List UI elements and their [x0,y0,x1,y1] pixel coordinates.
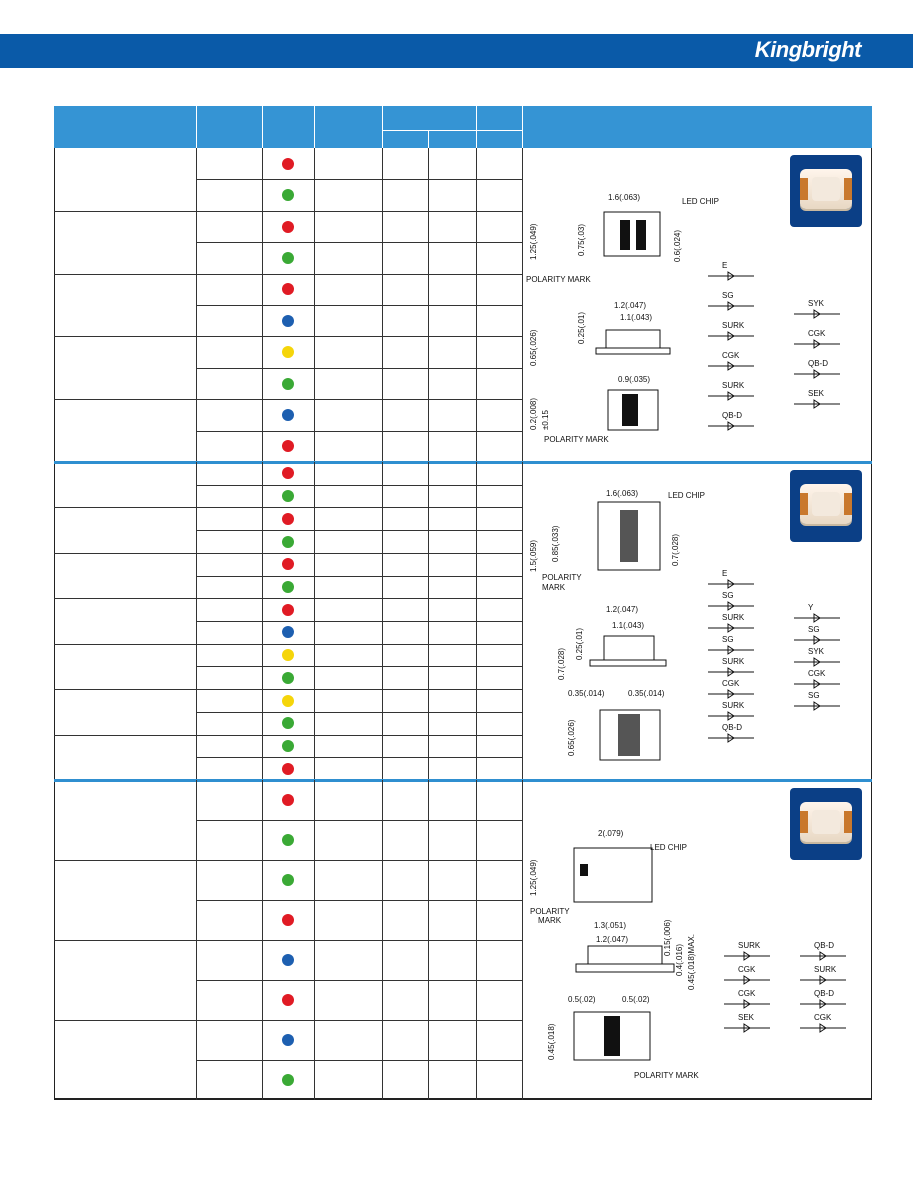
device-code-label: SG [722,635,734,644]
color-dot-red [282,221,294,233]
row-line [54,211,522,212]
row-line [196,712,522,713]
row-line [54,336,522,337]
device-code-label: SURK [722,381,745,390]
device-code-label: CGK [722,351,740,360]
row-line [196,757,522,758]
device-code-label: QB-D [808,359,828,368]
color-dot-red [282,513,294,525]
row-line [196,431,522,432]
color-dot-green [282,672,294,684]
color-dot-green [282,581,294,593]
color-dot-green [282,834,294,846]
d2-mark: MARK [542,583,566,592]
brand-logo: Kingbright [754,37,861,62]
device-code-label: QB-D [722,723,742,732]
d1-bottom-dim: 0.9(.035) [618,375,651,384]
d1-left-dim: 1.25(.049) [529,223,538,260]
header-divider [262,106,263,148]
package-drawing-1 [524,190,864,452]
header-divider [522,106,523,148]
header-subdivider [382,130,522,131]
color-dot-red [282,794,294,806]
row-line [54,1020,522,1021]
d3-led-chip: LED CHIP [650,843,687,852]
color-dot-blue [282,1034,294,1046]
row-line [54,598,522,599]
d2-bot-b: 0.35(.014) [628,689,665,698]
device-code-label: QB-D [722,411,742,420]
column-line [522,148,523,462]
color-dot-red [282,994,294,1006]
row-line [196,368,522,369]
header-divider [314,106,315,148]
row-line [54,399,522,400]
package-drawing-3 [524,826,864,1090]
d2-bot-a: 0.35(.014) [568,689,605,698]
row-line [54,689,522,690]
d1-side-h2: 0.25(.01) [577,311,586,344]
d2-bot-h: 0.65(.026) [567,719,576,756]
device-code-label: SURK [722,701,745,710]
color-dot-blue [282,954,294,966]
d1-side-h1: 0.65(.026) [529,329,538,366]
d1-top-dim: 1.6(.063) [608,193,641,202]
row-line [196,820,522,821]
color-dot-red [282,158,294,170]
device-code-label: Y [808,603,814,612]
table-border-bottom [54,1098,872,1100]
color-dot-green [282,252,294,264]
row-line [196,621,522,622]
color-dot-green [282,189,294,201]
header-divider [196,106,197,148]
row-line [54,507,522,508]
d3-bot-a: 0.5(.02) [568,995,596,1004]
table-border-right [871,148,872,1100]
row-line [54,940,522,941]
device-code-label: CGK [814,1013,832,1022]
d3-left-dim: 1.25(.049) [529,859,538,896]
d2-led-chip: LED CHIP [668,491,705,500]
group-separator [54,779,872,782]
row-line [54,274,522,275]
device-code-label: SYK [808,647,825,656]
row-line [196,900,522,901]
column-line [522,462,523,780]
row-line [196,179,522,180]
color-dot-blue [282,315,294,327]
device-code-label: SYK [808,299,825,308]
d3-top-dim: 2(.079) [598,829,624,838]
device-code-label: E [722,569,728,578]
d2-right-dim: 0.7(.028) [671,533,680,566]
d2-side-h2: 0.25(.01) [575,627,584,660]
device-code-label: CGK [808,669,826,678]
device-code-label: SG [722,291,734,300]
color-dot-yellow [282,649,294,661]
color-dot-yellow [282,346,294,358]
row-line [54,553,522,554]
device-code-label: SURK [722,657,745,666]
d1-side-top: 1.2(.047) [614,301,647,310]
d3-polarity2: POLARITY MARK [634,1071,699,1080]
device-code-label: QB-D [814,989,834,998]
color-dot-green [282,874,294,886]
d3-side-r3: 0.45(.018)MAX. [687,933,696,990]
d2-inner-dim: 0.85(.033) [551,525,560,562]
row-line [196,530,522,531]
color-dot-yellow [282,695,294,707]
device-code-label: SURK [722,613,745,622]
row-line [196,305,522,306]
device-code-label: SEK [808,389,825,398]
row-line [54,644,522,645]
device-code-label: SG [808,691,820,700]
header-divider [382,106,383,148]
color-dot-green [282,378,294,390]
color-dot-red [282,914,294,926]
color-dot-red [282,467,294,479]
color-dot-red [282,440,294,452]
color-dot-red [282,604,294,616]
device-code-label: CGK [738,989,756,998]
row-line [54,735,522,736]
d3-bot-h: 0.45(.018) [547,1023,556,1060]
color-dot-red [282,558,294,570]
d3-side-r2: 0.4(.016) [675,943,684,976]
color-dot-green [282,740,294,752]
row-line [196,1060,522,1061]
header-divider [476,106,477,148]
color-dot-blue [282,409,294,421]
row-line [196,666,522,667]
row-line [196,576,522,577]
d1-bottom-h: 0.2(.008) [529,397,538,430]
d3-bot-b: 0.5(.02) [622,995,650,1004]
row-line [196,242,522,243]
device-code-label: SURK [722,321,745,330]
d2-side-inner: 1.1(.043) [612,621,645,630]
color-dot-red [282,763,294,775]
d3-side-inner: 1.2(.047) [596,935,629,944]
device-code-label: CGK [738,965,756,974]
d3-side-r1: 0.15(.006) [663,919,672,956]
color-dot-green [282,1074,294,1086]
color-dot-blue [282,626,294,638]
device-code-label: SURK [738,941,761,950]
row-line [196,980,522,981]
column-line [522,780,523,1100]
row-line [54,860,522,861]
device-code-label: SURK [814,965,837,974]
device-code-label: CGK [722,679,740,688]
device-code-label: SEK [738,1013,755,1022]
color-dot-green [282,717,294,729]
d2-polarity: POLARITY [542,573,582,582]
color-dot-green [282,490,294,502]
d2-side-top: 1.2(.047) [606,605,639,614]
d1-right-dim: 0.6(.024) [673,229,682,262]
header-subdivider [428,130,429,148]
device-code-label: SG [722,591,734,600]
table-border-left [54,148,55,1100]
color-dot-green [282,536,294,548]
d1-inner-dim: 0.75(.03) [577,223,586,256]
package-drawing-2 [524,490,864,772]
d2-left-dim: 1.5(.059) [529,539,538,572]
d3-mark: MARK [538,916,562,925]
d1-led-chip: LED CHIP [682,197,719,206]
d1-polarity2: POLARITY MARK [544,435,609,444]
group-separator [54,461,872,464]
d1-polarity: POLARITY MARK [526,275,591,284]
device-code-label: QB-D [814,941,834,950]
d3-polarity: POLARITY [530,907,570,916]
color-dot-red [282,283,294,295]
d3-side-top: 1.3(.051) [594,921,627,930]
d2-top-dim: 1.6(.063) [606,490,639,498]
device-code-label: E [722,261,728,270]
d1-tol: ±0.15 [541,410,550,430]
table-header [54,106,872,148]
d1-side-inner: 1.1(.043) [620,313,653,322]
d2-side-h1: 0.7(.028) [557,647,566,680]
row-line [196,485,522,486]
device-code-label: SG [808,625,820,634]
device-code-label: CGK [808,329,826,338]
